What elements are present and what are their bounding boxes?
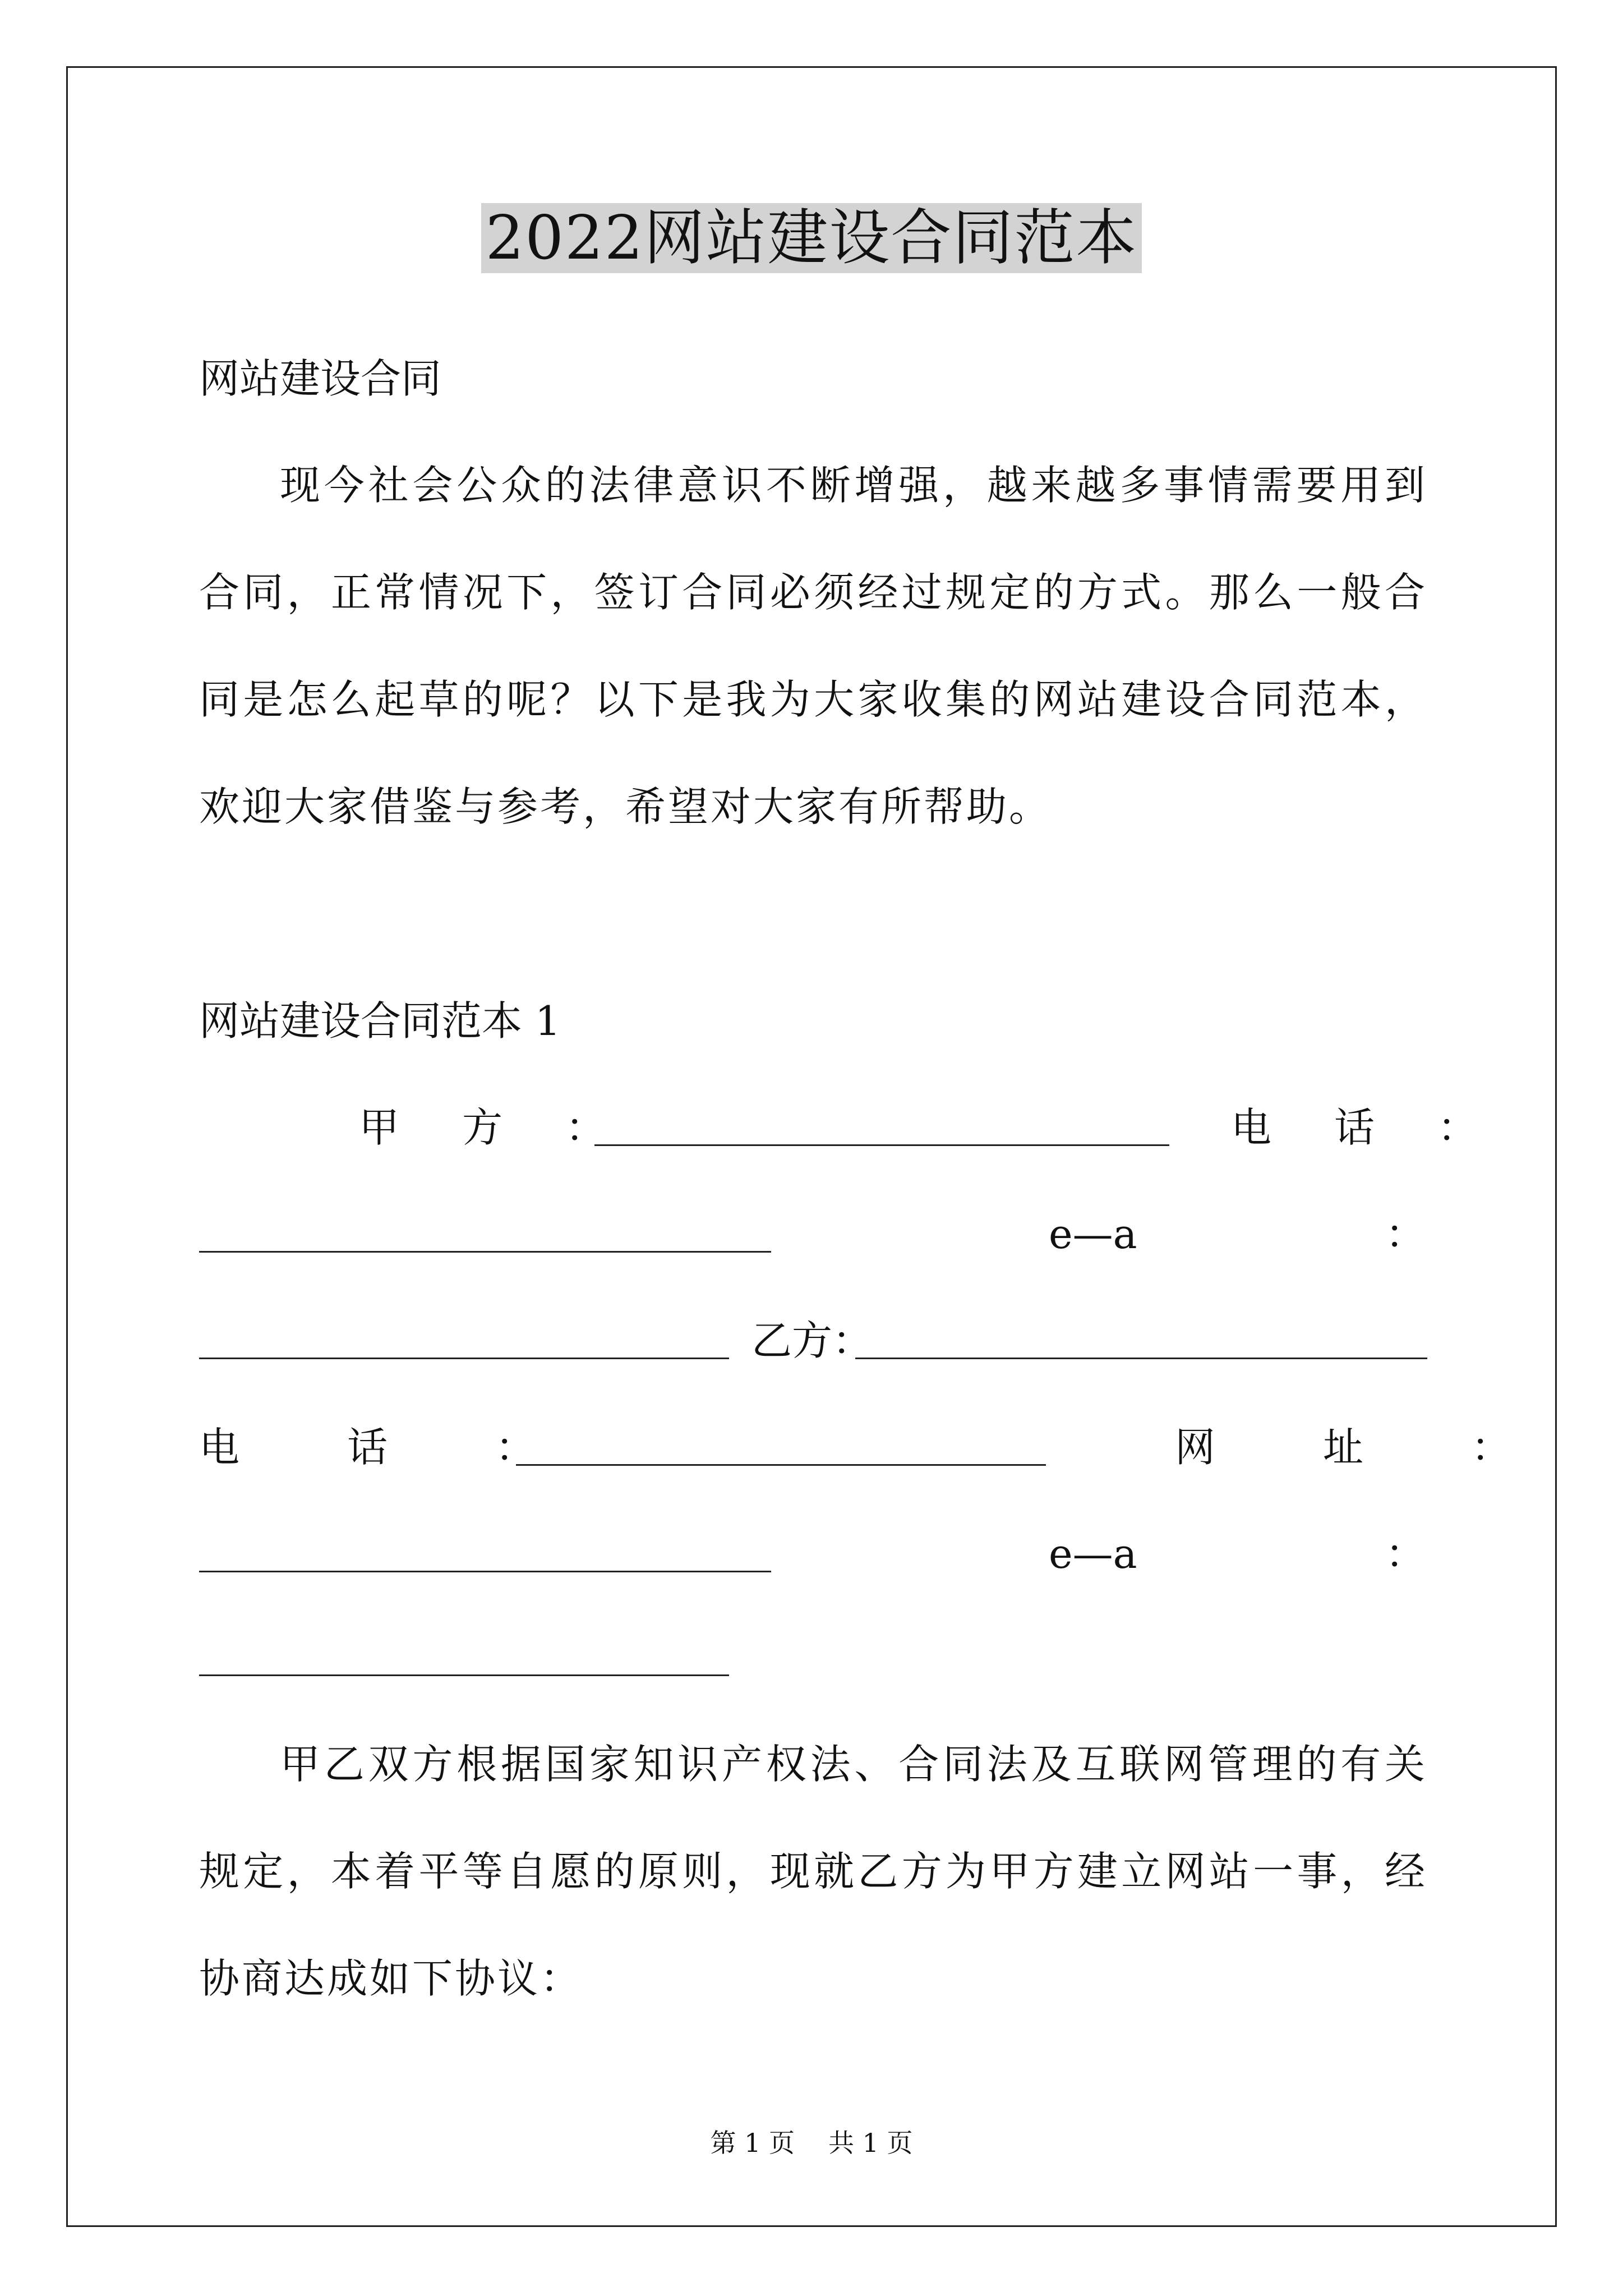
email-b-label: e—a [1049, 1530, 1137, 1577]
page-footer [0, 2126, 1623, 2160]
email-a-blank[interactable] [199, 1358, 729, 1359]
agreement-paragraph: 甲乙双方根据国家知识产权法、合同法及互联网管理的有关规定，本着平等自愿的原则，现就乙方为甲方建立网站一事，经协商达成如下协议： [199, 1741, 1427, 2002]
party-b-blank[interactable] [855, 1358, 1427, 1359]
party-a-label: 甲 方 ： [359, 1104, 617, 1151]
page-total: 共 1 页 [828, 2128, 913, 2158]
phone-a-blank[interactable] [199, 1251, 771, 1253]
website-blank[interactable] [199, 1571, 771, 1572]
phone-b-blank[interactable] [516, 1464, 1046, 1466]
party-a-blank[interactable] [594, 1144, 1169, 1146]
document-title: 2022网站建设合同范本 [0, 196, 1623, 280]
email-a-colon: ： [1385, 1211, 1426, 1258]
document-subtitle: 网站建设合同 [199, 355, 442, 402]
phone-a-label: 电 话 ： [1231, 1104, 1490, 1151]
email-b-blank[interactable] [199, 1674, 729, 1676]
party-b-label: 乙方： [751, 1317, 873, 1364]
email-a-label: e—a [1049, 1211, 1137, 1258]
section-heading: 网站建设合同范本 1 [199, 997, 561, 1045]
website-label: 网 址 ： [1175, 1424, 1546, 1471]
intro-paragraph: 现今社会公众的法律意识不断增强，越来越多事情需要用到合同，正常情况下，签订合同必须经过规定的方式。那么一般合同是怎么起草的呢？以下是我为大家收集的网站建设合同范本，欢迎大家借鉴与参考，希望对大家有所帮助。 [199, 462, 1427, 830]
page-current: 第 1 页 [710, 2128, 795, 2158]
email-b-colon: ： [1385, 1530, 1426, 1577]
phone-b-label: 电 话 ： [199, 1424, 570, 1471]
